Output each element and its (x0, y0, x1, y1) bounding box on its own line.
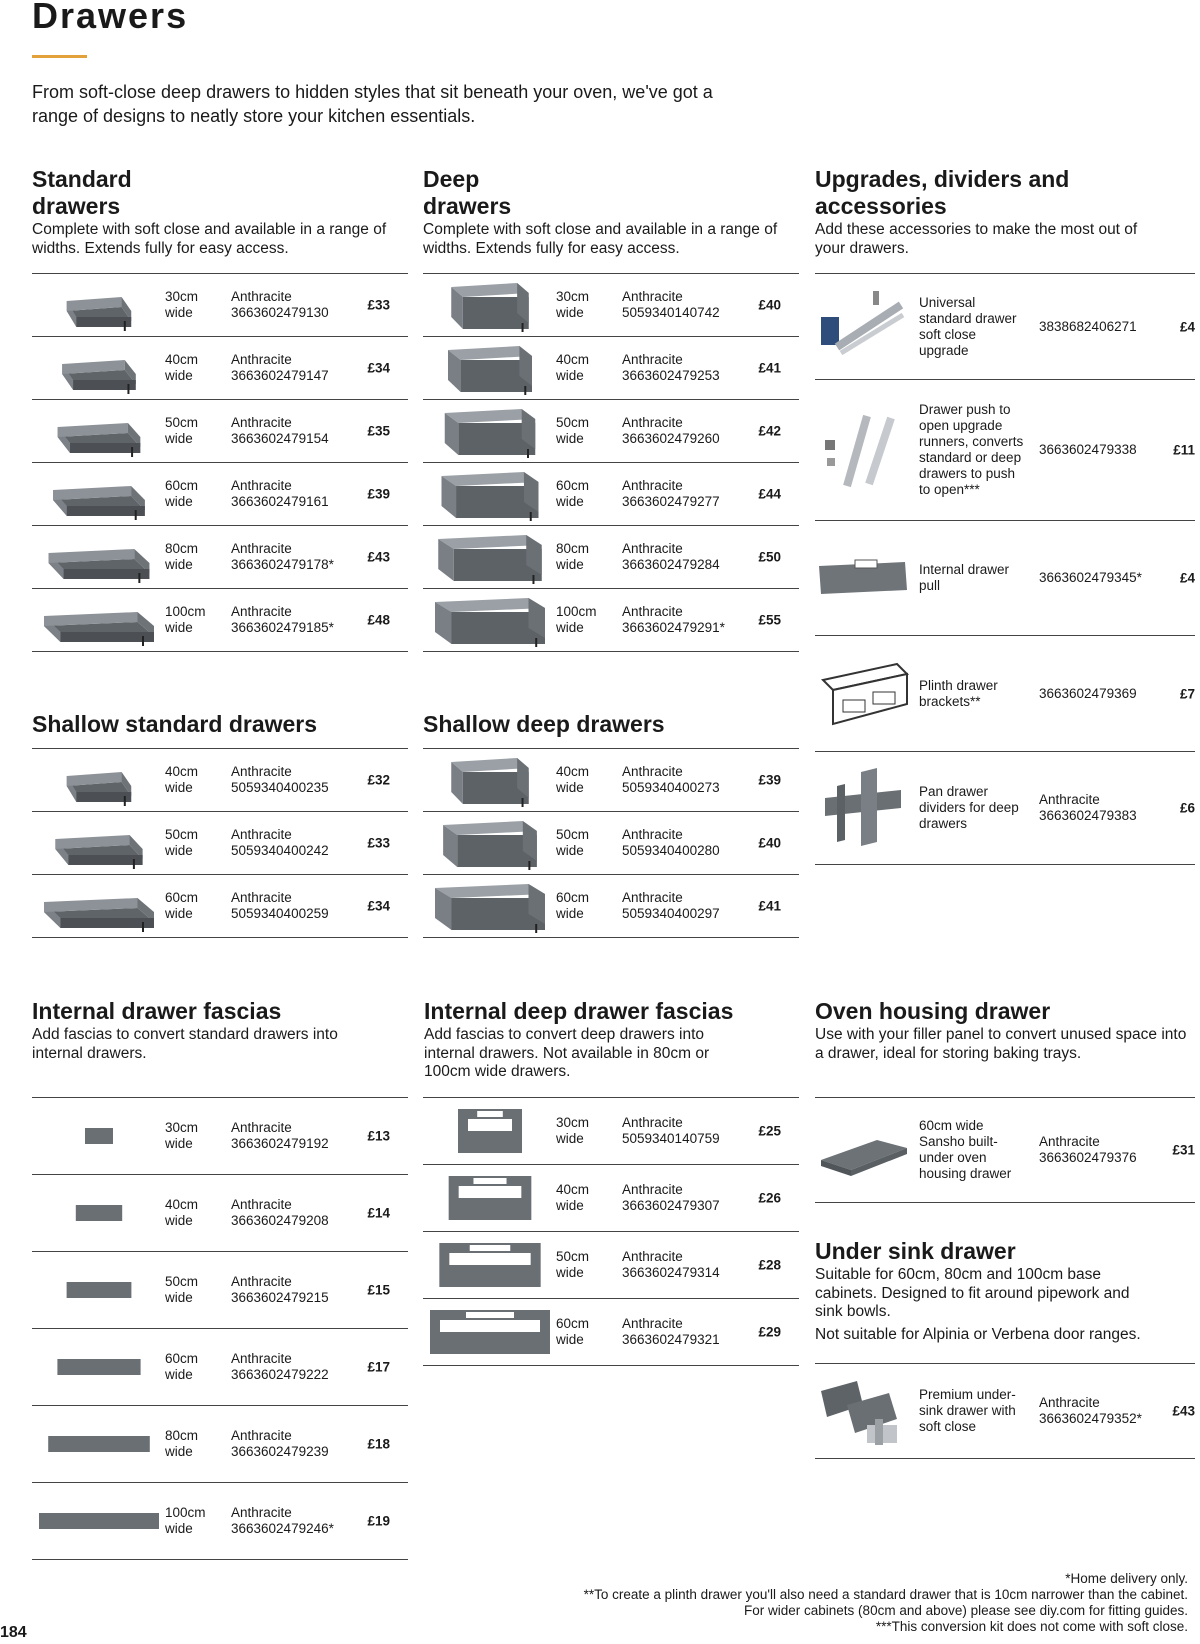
product-code-cell (622, 1316, 752, 1348)
deep-drawer-icon (429, 466, 551, 522)
deep-drawer-icon (429, 529, 551, 585)
product-colour: Anthracite (622, 352, 683, 367)
product-code-cell (1039, 686, 1169, 702)
drawer-pull-icon (817, 538, 909, 618)
product-code-cell (231, 352, 361, 384)
product-width: 80cm wide (556, 541, 590, 572)
product-colour: Anthracite (622, 890, 683, 905)
section-title: Internal deep drawer fascias (424, 998, 734, 1024)
product-colour: Anthracite (622, 541, 683, 556)
product-price: £4 (1179, 570, 1195, 586)
table-row (32, 337, 408, 400)
section-title: Internal drawer fascias (32, 998, 282, 1024)
product-width: 30cm wide (165, 1120, 199, 1151)
product-colour: Anthracite (231, 541, 292, 556)
product-colour: Anthracite (231, 890, 292, 905)
product-code: 3663602479338 (1039, 442, 1137, 457)
product-code-cell (231, 1351, 361, 1383)
product-width: 100cm wide (556, 604, 597, 635)
standard-drawer-icon (38, 529, 160, 585)
oven-housing-table (815, 1097, 1195, 1203)
product-code: 3663602479208 (231, 1213, 329, 1228)
product-code: 3663602479222 (231, 1367, 329, 1382)
product-code-cell (622, 1182, 752, 1214)
product-price: £48 (367, 612, 390, 628)
section-title: Standard drawers (32, 166, 132, 219)
table-row (32, 400, 408, 463)
product-price: £35 (367, 423, 390, 439)
product-description: Premium under-sink drawer with soft close (919, 1387, 1016, 1434)
section-desc: Suitable for 60cm, 80cm and 100cm base cabinets. Designed to fit around pipework and sink bowls. (815, 1266, 1130, 1320)
product-price: £41 (758, 898, 781, 914)
product-description: Pan drawer dividers for deep drawers (919, 784, 1019, 831)
product-colour: Anthracite (231, 1120, 292, 1135)
section-desc: Add these accessories to make the most out of your drawers. (815, 221, 1138, 257)
product-code-cell (622, 541, 752, 573)
product-price: £55 (758, 612, 781, 628)
section-shallow-deep (423, 711, 793, 738)
deep-fascia-panel-icon (429, 1237, 551, 1293)
table-row (32, 589, 408, 652)
product-price: £4 (1179, 319, 1195, 334)
table-row (815, 752, 1195, 865)
product-code: 3663602479246* (231, 1521, 334, 1536)
table-row (423, 1232, 799, 1299)
product-colour: Anthracite (231, 415, 292, 430)
table-row (32, 875, 408, 938)
section-standard (32, 166, 402, 258)
upgrades-table (815, 273, 1195, 865)
section-title: Oven housing drawer (815, 998, 1051, 1024)
internal-fascias-table (32, 1097, 408, 1560)
product-colour: Anthracite (231, 1274, 292, 1289)
product-price: £44 (758, 486, 781, 502)
product-price: £17 (367, 1359, 390, 1375)
product-code: 3663602479215 (231, 1290, 329, 1305)
product-code: 3663602479260 (622, 431, 720, 446)
product-width: 50cm wide (556, 827, 590, 858)
product-colour: Anthracite (622, 764, 683, 779)
standard-drawer-icon (38, 277, 160, 333)
product-colour: Anthracite (622, 604, 683, 619)
push-to-open-runners-icon (817, 410, 909, 490)
standard-drawer-icon (38, 403, 160, 459)
product-code: 3663602479130 (231, 305, 329, 320)
section-title: Shallow deep drawers (423, 711, 665, 737)
table-row (815, 521, 1195, 636)
product-code: 3663602479314 (622, 1265, 720, 1280)
product-code: 3838682406271 (1039, 318, 1137, 334)
table-row (423, 589, 799, 652)
product-code-cell (231, 1428, 361, 1460)
section-title: Under sink drawer (815, 1238, 1016, 1264)
deep-drawer-icon (429, 752, 551, 808)
product-code: 3663602479284 (622, 557, 720, 572)
product-colour: Anthracite (231, 1351, 292, 1366)
standard-drawer-icon (38, 466, 160, 522)
product-price: £31 (1172, 1142, 1195, 1158)
fascia-panel-icon (38, 1416, 160, 1472)
shallow-standard-table (32, 748, 408, 938)
fascia-panel-icon (38, 1108, 160, 1164)
product-code: 3663602479239 (231, 1444, 329, 1459)
product-code: 3663602479352* (1039, 1411, 1142, 1426)
product-price: £39 (758, 772, 781, 788)
product-code-cell (622, 289, 752, 321)
product-width: 60cm wide (556, 478, 590, 509)
product-code-cell (231, 541, 361, 573)
section-desc: Complete with soft close and available in a range of widths. Extends fully for easy access. (32, 221, 387, 257)
product-price: £33 (367, 297, 390, 313)
product-code-cell (622, 415, 752, 447)
product-description: Universal standard drawer soft close upgrade (919, 294, 1017, 358)
table-row (32, 1483, 408, 1560)
product-price: £32 (367, 772, 390, 788)
deep-drawer-icon (429, 815, 551, 871)
section-shallow-standard (32, 711, 402, 738)
intro-text: From soft-close deep drawers to hidden styles that sit beneath your oven, we've got a range of designs to neatly store your kitchen essentials. (32, 82, 713, 126)
product-code: 5059340400297 (622, 906, 720, 921)
product-width: 60cm wide (556, 1316, 590, 1347)
table-row (423, 274, 799, 337)
product-price: £13 (367, 1128, 390, 1144)
table-row (32, 1252, 408, 1329)
product-width: 60cm wide (556, 890, 590, 921)
product-code: 3663602479307 (622, 1198, 720, 1213)
fascia-panel-icon (38, 1493, 160, 1549)
footnote: **To create a plinth drawer you'll also need a standard drawer that is 10cm narrower than the cabinet. (583, 1587, 1188, 1602)
product-width: 50cm wide (165, 415, 199, 446)
product-code-cell (231, 415, 361, 447)
table-row (815, 380, 1195, 521)
table-row (423, 1098, 799, 1165)
footnotes (584, 1571, 1188, 1635)
section-desc: Add fascias to convert standard drawers into internal drawers. (32, 1026, 338, 1062)
product-colour: Anthracite (231, 764, 292, 779)
product-colour: Anthracite (231, 827, 292, 842)
product-width: 80cm wide (165, 1428, 199, 1459)
product-description: Internal drawer pull (919, 562, 1010, 593)
product-colour: Anthracite (231, 604, 292, 619)
product-width: 40cm wide (165, 764, 199, 795)
table-row (423, 875, 799, 938)
fascia-panel-icon (38, 1262, 160, 1318)
product-code-cell (231, 1274, 361, 1306)
product-code-cell (622, 352, 752, 384)
product-width: 40cm wide (165, 1197, 199, 1228)
table-row (423, 526, 799, 589)
product-price: £15 (367, 1282, 390, 1298)
product-colour: Anthracite (622, 289, 683, 304)
standard-drawer-icon (38, 878, 160, 934)
deep-drawers-table (423, 273, 799, 652)
product-code-cell (231, 289, 361, 321)
table-row (423, 400, 799, 463)
product-colour: Anthracite (1039, 1134, 1100, 1149)
section-desc: Complete with soft close and available in a range of widths. Extends fully for easy access. (423, 221, 778, 257)
section-oven-housing (815, 998, 1195, 1063)
product-code-cell (622, 604, 752, 636)
product-price: £29 (758, 1324, 781, 1340)
product-code: 5059340400235 (231, 780, 329, 795)
deep-drawer-icon (429, 403, 551, 459)
section-upgrades (815, 166, 1185, 258)
product-code-cell (231, 890, 361, 922)
footnote: *Home delivery only. (1065, 1571, 1188, 1586)
deep-fascia-panel-icon (429, 1103, 551, 1159)
product-width: 50cm wide (556, 1249, 590, 1280)
product-code: 3663602479161 (231, 494, 329, 509)
oven-drawer-icon (817, 1110, 909, 1190)
product-price: £40 (758, 297, 781, 313)
product-price: £43 (1172, 1403, 1195, 1419)
product-width: 100cm wide (165, 604, 206, 635)
product-code-cell (622, 827, 752, 859)
table-row (32, 1329, 408, 1406)
table-row (815, 636, 1195, 752)
section-title: Shallow standard drawers (32, 711, 318, 737)
table-row (32, 274, 408, 337)
table-row (423, 749, 799, 812)
product-code: 5059340400273 (622, 780, 720, 795)
under-sink-drawer-icon (817, 1371, 909, 1451)
product-colour: Anthracite (1039, 1395, 1100, 1410)
product-code: 3663602479383 (1039, 808, 1137, 823)
product-code-cell (231, 604, 361, 636)
product-code: 3663602479147 (231, 368, 329, 383)
product-code-cell (1039, 319, 1169, 335)
standard-drawer-icon (38, 752, 160, 808)
deep-drawer-icon (429, 878, 551, 934)
product-price: £43 (367, 549, 390, 565)
product-width: 40cm wide (556, 1182, 590, 1213)
table-row (815, 1098, 1195, 1203)
table-row (32, 1406, 408, 1483)
product-code: 3663602479185* (231, 620, 334, 635)
product-code-cell (231, 478, 361, 510)
product-code-cell (622, 1115, 752, 1147)
product-width: 60cm wide (165, 890, 199, 921)
product-price: £18 (367, 1436, 390, 1452)
product-code: 3663602479369 (1039, 685, 1137, 701)
deep-fascia-panel-icon (429, 1304, 551, 1360)
table-row (423, 337, 799, 400)
product-code-cell (622, 764, 752, 796)
page-title: Drawers (32, 0, 189, 36)
product-width: 80cm wide (165, 541, 199, 572)
product-width: 50cm wide (556, 415, 590, 446)
product-code: 3663602479291* (622, 620, 725, 635)
product-code: 3663602479345* (1039, 570, 1142, 585)
product-colour: Anthracite (622, 1249, 683, 1264)
product-price: £7 (1179, 686, 1195, 701)
table-row (815, 274, 1195, 380)
product-code: 3663602479154 (231, 431, 329, 446)
product-code: 5059340140742 (622, 305, 720, 320)
plinth-bracket-icon (817, 654, 909, 734)
product-width: 30cm wide (556, 289, 590, 320)
product-code-cell (231, 764, 361, 796)
product-colour: Anthracite (231, 1428, 292, 1443)
product-price: £6 (1179, 800, 1195, 816)
pan-divider-icon (817, 768, 909, 848)
product-code-cell (622, 890, 752, 922)
product-code-cell (231, 1505, 361, 1537)
product-width: 40cm wide (165, 352, 199, 383)
standard-drawers-table (32, 273, 408, 652)
product-width: 60cm wide (165, 478, 199, 509)
table-row (32, 526, 408, 589)
product-code: 5059340400280 (622, 843, 720, 858)
product-code: 3663602479376 (1039, 1150, 1137, 1165)
product-code-cell (231, 827, 361, 859)
footnote: ***This conversion kit does not come with soft close. (875, 1619, 1188, 1634)
product-width: 100cm wide (165, 1505, 206, 1536)
product-width: 50cm wide (165, 1274, 199, 1305)
section-desc: Use with your filler panel to convert unused space into a drawer, ideal for storing baking trays. (815, 1026, 1187, 1062)
section-under-sink (815, 1238, 1195, 1348)
product-colour: Anthracite (231, 289, 292, 304)
product-colour: Anthracite (1039, 792, 1100, 807)
table-row (32, 1175, 408, 1252)
table-row (423, 463, 799, 526)
product-width: 60cm wide (165, 1351, 199, 1382)
product-code: 3663602479321 (622, 1332, 720, 1347)
product-code-cell (622, 1249, 752, 1281)
internal-deep-fascias-table (423, 1097, 799, 1366)
soft-close-upgrade-icon (817, 287, 909, 367)
product-code: 5059340140759 (622, 1131, 720, 1146)
product-colour: Anthracite (231, 1197, 292, 1212)
deep-drawer-icon (429, 592, 551, 648)
product-colour: Anthracite (231, 478, 292, 493)
section-deep (423, 166, 793, 258)
product-colour: Anthracite (231, 1505, 292, 1520)
product-price: £25 (758, 1123, 781, 1139)
product-price: £41 (758, 360, 781, 376)
section-desc: Add fascias to convert deep drawers into internal drawers. Not available in 80cm or 100cm wide drawers. (424, 1026, 710, 1080)
product-price: £28 (758, 1257, 781, 1273)
product-colour: Anthracite (622, 1316, 683, 1331)
table-row (423, 1165, 799, 1232)
fascia-panel-icon (38, 1339, 160, 1395)
product-code-cell (1039, 570, 1169, 586)
table-row (423, 1299, 799, 1366)
footnote: For wider cabinets (80cm and above) please see diy.com for fitting guides. (744, 1603, 1188, 1618)
table-row (32, 1098, 408, 1175)
product-price: £26 (758, 1190, 781, 1206)
standard-drawer-icon (38, 592, 160, 648)
product-price: £34 (367, 898, 390, 914)
section-title: Deep drawers (423, 166, 512, 219)
product-code-cell (622, 478, 752, 510)
table-row (32, 812, 408, 875)
product-price: £40 (758, 835, 781, 851)
product-price: £11 (1173, 442, 1195, 458)
product-code: 5059340400242 (231, 843, 329, 858)
product-description: Drawer push to open upgrade runners, converts standard or deep drawers to push to open*** (919, 402, 1024, 497)
fascia-panel-icon (38, 1185, 160, 1241)
product-colour: Anthracite (231, 352, 292, 367)
product-price: £42 (758, 423, 781, 439)
under-sink-table (815, 1363, 1195, 1459)
table-row (32, 749, 408, 812)
product-price: £50 (758, 549, 781, 565)
product-colour: Anthracite (622, 827, 683, 842)
section-title: Upgrades, dividers and accessories (815, 166, 1070, 219)
product-price: £39 (367, 486, 390, 502)
product-code-cell (1039, 1395, 1169, 1427)
product-price: £34 (367, 360, 390, 376)
section-internal-fascias (32, 998, 377, 1063)
section-desc-note: Not suitable for Alpinia or Verbena door ranges. (815, 1325, 1141, 1343)
table-row (32, 463, 408, 526)
deep-drawer-icon (429, 277, 551, 333)
product-width: 30cm wide (165, 289, 199, 320)
title-underline (32, 55, 87, 58)
standard-drawer-icon (38, 815, 160, 871)
product-description: 60cm wide Sansho built-under oven housing drawer (919, 1118, 1012, 1181)
deep-fascia-panel-icon (429, 1170, 551, 1226)
page-number: 184 (0, 1624, 27, 1641)
product-price: £33 (367, 835, 390, 851)
deep-drawer-icon (429, 340, 551, 396)
product-colour: Anthracite (622, 415, 683, 430)
product-width: 30cm wide (556, 1115, 590, 1146)
standard-drawer-icon (38, 340, 160, 396)
product-code-cell (1039, 792, 1169, 824)
product-code-cell (231, 1197, 361, 1229)
product-code: 3663602479192 (231, 1136, 329, 1151)
product-width: 40cm wide (556, 352, 590, 383)
product-code: 3663602479277 (622, 494, 720, 509)
product-code: 3663602479178* (231, 557, 334, 572)
product-code: 3663602479253 (622, 368, 720, 383)
table-row (423, 812, 799, 875)
table-row (815, 1364, 1195, 1459)
shallow-deep-table (423, 748, 799, 938)
product-code-cell (231, 1120, 361, 1152)
product-width: 40cm wide (556, 764, 590, 795)
section-internal-deep-fascias (424, 998, 769, 1082)
product-colour: Anthracite (622, 478, 683, 493)
product-colour: Anthracite (622, 1182, 683, 1197)
product-width: 50cm wide (165, 827, 199, 858)
product-price: £19 (367, 1513, 390, 1529)
product-code-cell (1039, 442, 1169, 458)
product-description: Plinth drawer brackets** (919, 677, 998, 709)
product-code: 5059340400259 (231, 906, 329, 921)
product-price: £14 (367, 1205, 390, 1221)
product-colour: Anthracite (622, 1115, 683, 1130)
product-code-cell (1039, 1134, 1169, 1166)
